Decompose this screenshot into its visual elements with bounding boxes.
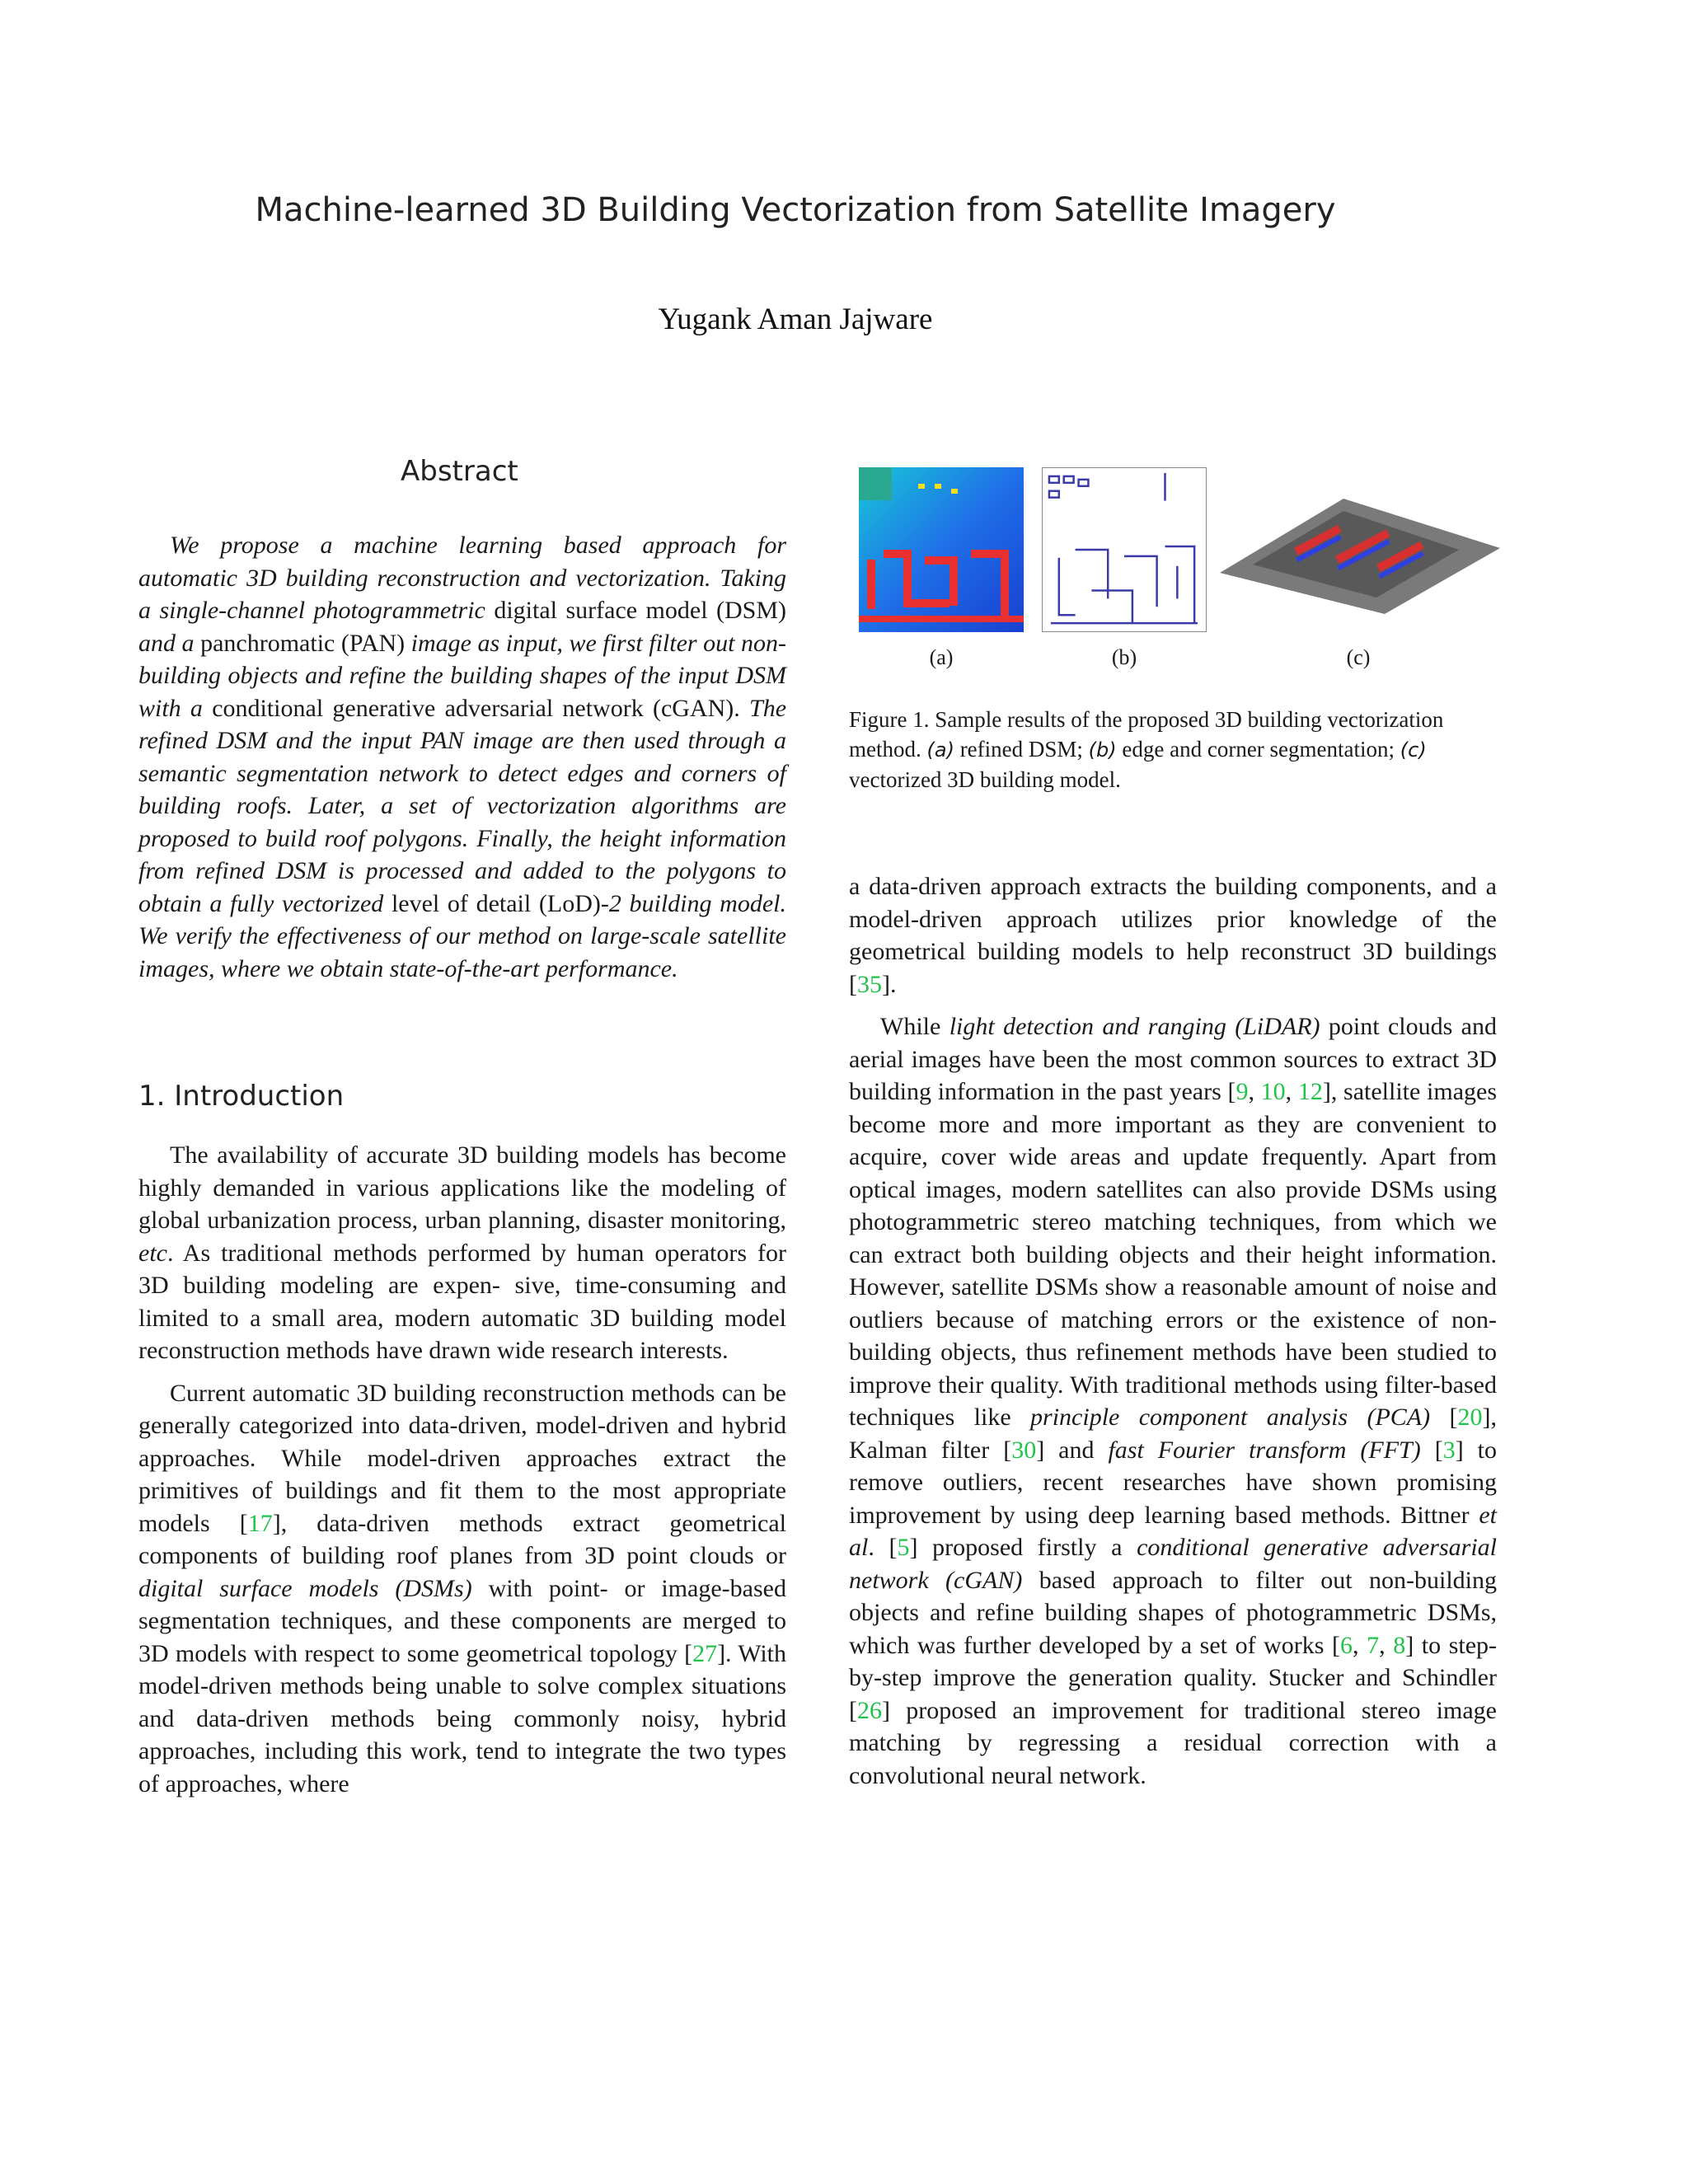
citation-link[interactable]: 35: [857, 970, 882, 998]
figure-1: [849, 466, 1500, 812]
abstract-text: We propose a machine learning based approach for automatic 3D building reconstruction and vectorization. Taking a single-channel photogrammetric digital surface model (DSM) and a panchromatic (PAN) image as input, we first filter out non-building objects and refine the building shapes of the input DSM with a conditional generative adversarial network (cGAN). The refined DSM and the input PAN image are then used through a semantic segmentation network to detect edges and corners of building roofs. Later, a set of vectorization algorithms are proposed to build roof polygons. Finally, the height information from refined DSM is processed and added to the polygons to obtain a fully vectorized level of detail (LoD)-2 building model. We verify the effectiveness of our method on large-scale satellite images, where we obtain state-of-the-art performance.: [138, 532, 787, 982]
citation-link[interactable]: 10: [1260, 1078, 1286, 1105]
citation-link[interactable]: 9: [1236, 1078, 1249, 1105]
subfigure-label-c: (c): [1346, 645, 1371, 669]
intro-paragraph-1: The availability of accurate 3D building models has become highly demanded in various applications like the modeling of global urbanization process, urban planning, disaster monitoring, etc. As traditional methods performed by human operators for 3D building modeling are expen- sive, time-consuming and limited to a small area, modern automatic 3D building model reconstruction methods have drawn wide research interests.: [138, 1141, 786, 1364]
right-paragraph-1: a data-driven approach extracts the building components, and a model-driven approach utilizes prior knowledge of the geometrical building models to help reconstruct 3D buildings [35].: [849, 873, 1497, 998]
abstract-heading: Abstract: [401, 455, 518, 488]
intro-paragraph-2: Current automatic 3D building reconstruction methods can be generally categorized into data-driven, model-driven and hybrid approaches. While model-driven approaches extract the primitives of buildings and fit them to the most appropriate models [17], data-driven methods extract geometrical components of building roof planes from 3D point clouds or digital surface models (DSMs) with point- or image-based segmentation techniques, and these components are merged to 3D models with respect to some geometrical topology [27]. With model-driven methods being unable to solve complex situations and data-driven methods being commonly noisy, hybrid approaches, including this work, tend to integrate the two types of approaches, where: [138, 1379, 786, 1797]
edge-segmentation-image: [1042, 467, 1207, 632]
citation-link[interactable]: 20: [1457, 1404, 1483, 1431]
citation-link[interactable]: 5: [897, 1534, 910, 1561]
subfigure-label-b: (b): [1111, 645, 1137, 669]
citation-link[interactable]: 7: [1367, 1631, 1380, 1659]
right-column-text: [849, 870, 1497, 1802]
citation-link[interactable]: 3: [1442, 1436, 1456, 1464]
subfigure-label-a: (a): [929, 645, 954, 669]
paper-title: Machine-learned 3D Building Vectorization from Satellite Imagery: [255, 191, 1336, 229]
citation-link[interactable]: 26: [857, 1696, 882, 1724]
right-paragraph-2: While light detection and ranging (LiDAR) point clouds and aerial images have been the most common sources to extract 3D building information in the past years [9, 10, 12], satellite images become more and more important as they are convenient to acquire, cover wide areas and update frequently. Apart from optical images, modern satellites can also provide DSMs using photogrammetric stereo matching techniques, from which we can extract both building objects and their height information. However, satellite DSMs show a reasonable amount of noise and outliers because of matching errors or the existence of non-building objects, thus refinement methods have been studied to improve their quality. With traditional methods using filter-based techniques like principle component analysis (PCA) [20], Kalman filter [30] and fast Fourier transform (FFT) [3] to remove outliers, recent researches have shown promising improvement by using deep learning based methods. Bittner et al. [5] proposed firstly a conditional generative adversarial network (cGAN) based approach to filter out non-building objects and refine building shapes of photogrammetric DSMs, which was further developed by a set of works [6, 7, 8] to step-by-step improve the generation quality. Stucker and Schindler [26] proposed an improvement for traditional stereo image matching by regressing a residual correction with a convolutional neural network.: [849, 1013, 1498, 1789]
citation-link[interactable]: 6: [1340, 1631, 1353, 1659]
citation-link[interactable]: 17: [247, 1509, 273, 1537]
author-name: Yugank Aman Jajware: [658, 302, 933, 336]
figure-caption: Figure 1. Sample results of the proposed 3D building vectorization method. (a) refined DSM; (b) edge and corner segmentation; (c) vectorized 3D building model.: [849, 707, 1444, 792]
citation-link[interactable]: 30: [1011, 1436, 1037, 1464]
citation-link[interactable]: 27: [692, 1639, 718, 1667]
citation-link[interactable]: 12: [1297, 1078, 1323, 1105]
3d-building-model-image: [1220, 499, 1500, 614]
citation-link[interactable]: 8: [1393, 1631, 1406, 1659]
refined-dsm-image: [859, 467, 1024, 632]
introduction-heading: 1. Introduction: [138, 1080, 345, 1113]
introduction-text: [138, 1139, 786, 1810]
